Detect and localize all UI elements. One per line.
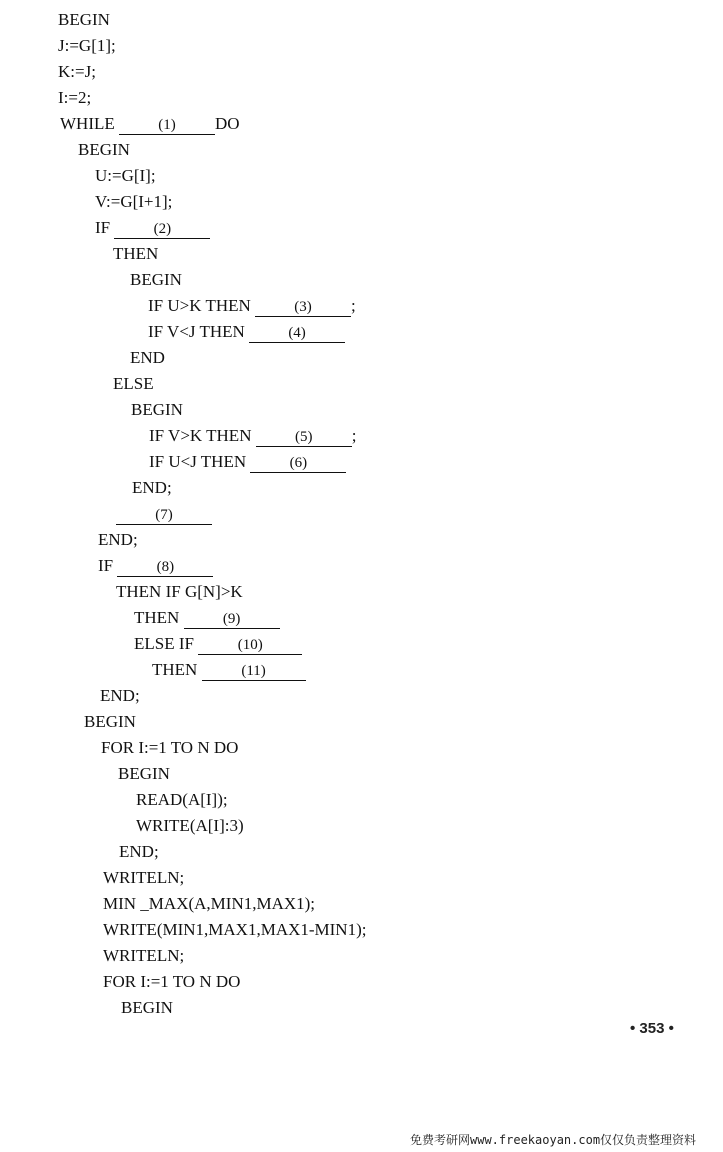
- code-line: END;: [119, 842, 159, 861]
- fill-blank-10: (10): [198, 637, 302, 655]
- code-line: BEGIN: [84, 712, 136, 731]
- code-text: IF: [98, 556, 118, 575]
- code-line: [60, 114, 240, 135]
- code-line: [134, 608, 280, 629]
- code-line: BEGIN: [130, 270, 182, 289]
- code-line: THEN IF G[N]>K: [116, 582, 243, 601]
- fill-blank-6: (6): [250, 455, 346, 473]
- code-line: WRITE(MIN1,MAX1,MAX1-MIN1);: [103, 920, 367, 939]
- code-line: END;: [132, 478, 172, 497]
- fill-blank-3: (3): [255, 299, 351, 317]
- code-line: END;: [98, 530, 138, 549]
- fill-blank-5: (5): [256, 429, 352, 447]
- code-line: U:=G[I];: [95, 166, 156, 185]
- code-line: BEGIN: [121, 998, 173, 1017]
- code-text: WHILE: [60, 114, 120, 133]
- code-line: WRITE(A[I]:3): [136, 816, 244, 835]
- code-text: ;: [351, 426, 357, 445]
- code-line: [149, 426, 356, 447]
- code-text: IF: [95, 218, 115, 237]
- code-text: DO: [215, 114, 240, 133]
- fill-blank-4: (4): [249, 325, 345, 343]
- fill-blank-7: (7): [116, 507, 212, 525]
- code-text: THEN: [134, 608, 184, 627]
- code-line: END: [130, 348, 165, 367]
- code-line: BEGIN: [58, 10, 110, 29]
- code-line: FOR I:=1 TO N DO: [103, 972, 241, 991]
- code-text: THEN: [152, 660, 202, 679]
- code-text: IF U<J THEN: [149, 452, 251, 471]
- code-line: [148, 322, 345, 343]
- code-line: [95, 218, 210, 239]
- code-line: MIN _MAX(A,MIN1,MAX1);: [103, 894, 316, 913]
- code-text: IF V>K THEN: [149, 426, 256, 445]
- page-number: • 353 •: [630, 1020, 674, 1037]
- code-line: READ(A[I]);: [136, 790, 228, 809]
- code-line: BEGIN: [78, 140, 130, 159]
- code-line: [149, 452, 346, 473]
- code-line: K:=J;: [58, 62, 96, 81]
- code-line: FOR I:=1 TO N DO: [101, 738, 239, 757]
- fill-blank-1: (1): [119, 117, 215, 135]
- code-line: [134, 634, 302, 655]
- footer-watermark: 免费考研网www.freekaoyan.com仅仅负责整理资料: [410, 1133, 697, 1147]
- code-text: ;: [351, 296, 356, 315]
- code-line: I:=2;: [58, 88, 92, 107]
- code-text: ELSE IF: [134, 634, 199, 653]
- code-line: BEGIN: [118, 764, 170, 783]
- fill-blank-11: (11): [202, 663, 306, 681]
- code-line: WRITELN;: [103, 868, 185, 887]
- fill-blank-2: (2): [114, 221, 210, 239]
- fill-blank-9: (9): [184, 611, 280, 629]
- code-line: BEGIN: [131, 400, 183, 419]
- code-line: ELSE: [113, 374, 154, 393]
- code-line: [148, 296, 356, 317]
- code-line: [98, 556, 213, 577]
- code-line: END;: [100, 686, 140, 705]
- code-line: [116, 504, 212, 525]
- code-line: [152, 660, 306, 681]
- code-line: V:=G[I+1];: [95, 192, 173, 211]
- code-line: J:=G[1];: [58, 36, 116, 55]
- code-line: THEN: [113, 244, 159, 263]
- code-text: IF U>K THEN: [148, 296, 256, 315]
- code-text: IF V<J THEN: [148, 322, 250, 341]
- code-line: WRITELN;: [103, 946, 185, 965]
- fill-blank-8: (8): [117, 559, 213, 577]
